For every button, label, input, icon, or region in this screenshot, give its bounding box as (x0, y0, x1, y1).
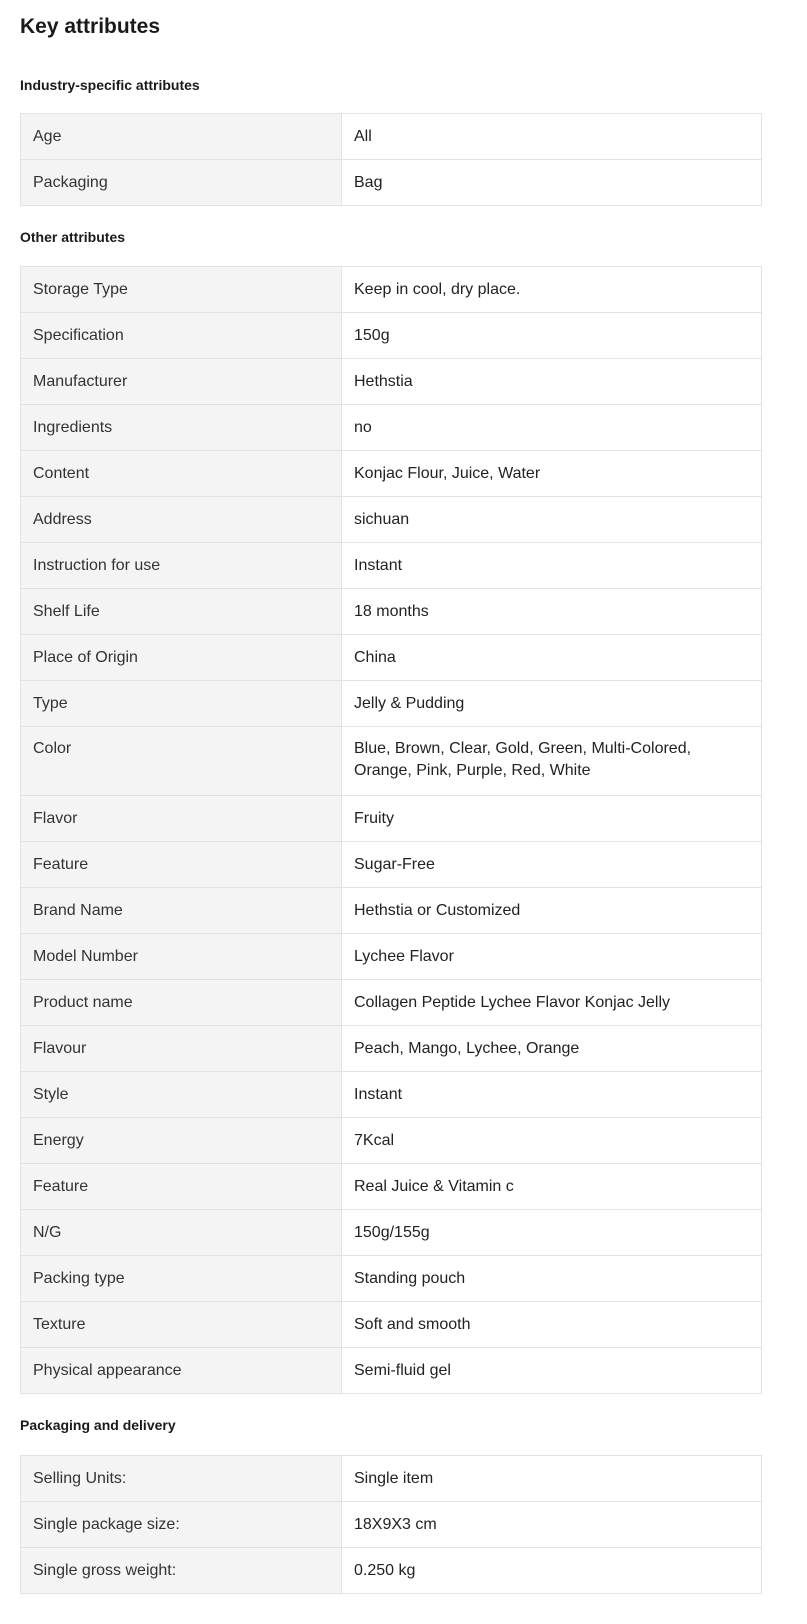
attribute-value: 18 months (342, 589, 762, 635)
attribute-value: Soft and smooth (342, 1302, 762, 1348)
attribute-value: Sugar-Free (342, 842, 762, 888)
attribute-row (21, 589, 762, 635)
attribute-value: Lychee Flavor (342, 934, 762, 980)
attribute-key: Address (21, 497, 342, 543)
attribute-value: 18X9X3 cm (342, 1502, 762, 1548)
attribute-key: Manufacturer (21, 359, 342, 405)
attribute-row (21, 114, 762, 160)
attribute-key: Content (21, 451, 342, 497)
attribute-row (21, 842, 762, 888)
attribute-value: Bag (342, 160, 762, 206)
attribute-key: Brand Name (21, 888, 342, 934)
attribute-key: Product name (21, 980, 342, 1026)
attribute-row (21, 1164, 762, 1210)
attribute-row (21, 160, 762, 206)
attribute-row (21, 543, 762, 589)
attribute-row (21, 1026, 762, 1072)
attribute-value: 7Kcal (342, 1118, 762, 1164)
attribute-row (21, 1348, 762, 1394)
other-attributes-table (20, 266, 762, 1394)
attribute-value: Semi-fluid gel (342, 1348, 762, 1394)
attribute-key: Shelf Life (21, 589, 342, 635)
page-title: Key attributes (20, 15, 161, 38)
attribute-key: Texture (21, 1302, 342, 1348)
attribute-value: Jelly & Pudding (342, 681, 762, 727)
attribute-value: Konjac Flour, Juice, Water (342, 451, 762, 497)
attribute-key: Single gross weight: (21, 1548, 342, 1594)
attribute-row (21, 681, 762, 727)
attribute-value: Real Juice & Vitamin c (342, 1164, 762, 1210)
attribute-key: Feature (21, 1164, 342, 1210)
attribute-row (21, 1302, 762, 1348)
attribute-value: Fruity (342, 796, 762, 842)
attribute-key: Instruction for use (21, 543, 342, 589)
attribute-row (21, 267, 762, 313)
section-title-packaging: Packaging and delivery (20, 1417, 176, 1433)
attribute-row (21, 1072, 762, 1118)
attribute-key: Specification (21, 313, 342, 359)
attribute-key: Flavor (21, 796, 342, 842)
attribute-row (21, 313, 762, 359)
attribute-value: Hethstia (342, 359, 762, 405)
attribute-value: Peach, Mango, Lychee, Orange (342, 1026, 762, 1072)
attribute-value: Keep in cool, dry place. (342, 267, 762, 313)
attribute-value: Hethstia or Customized (342, 888, 762, 934)
attribute-row (21, 1210, 762, 1256)
attribute-row (21, 1456, 762, 1502)
section-title-other: Other attributes (20, 229, 126, 245)
attribute-value: 150g (342, 313, 762, 359)
attribute-row (21, 1548, 762, 1594)
attribute-value: Collagen Peptide Lychee Flavor Konjac Jelly (342, 980, 762, 1026)
attribute-value: 150g/155g (342, 1210, 762, 1256)
attribute-key: Feature (21, 842, 342, 888)
industry-attributes-table (20, 113, 762, 206)
attribute-row (21, 934, 762, 980)
attribute-row (21, 727, 762, 796)
attribute-key: Age (21, 114, 342, 160)
attribute-key: Flavour (21, 1026, 342, 1072)
attribute-value: Blue, Brown, Clear, Gold, Green, Multi-Colored, Orange, Pink, Purple, Red, White (342, 727, 762, 796)
attribute-row (21, 1256, 762, 1302)
attribute-key: Type (21, 681, 342, 727)
attribute-value: Standing pouch (342, 1256, 762, 1302)
attribute-row (21, 980, 762, 1026)
attribute-key: Selling Units: (21, 1456, 342, 1502)
attribute-key: Color (21, 727, 342, 796)
attribute-row (21, 888, 762, 934)
attribute-value: sichuan (342, 497, 762, 543)
attribute-value: Single item (342, 1456, 762, 1502)
section-title-industry: Industry-specific attributes (20, 77, 200, 93)
attribute-row (21, 1502, 762, 1548)
attribute-key: Physical appearance (21, 1348, 342, 1394)
attribute-value: no (342, 405, 762, 451)
attribute-key: Storage Type (21, 267, 342, 313)
attribute-key: Packing type (21, 1256, 342, 1302)
attribute-key: N/G (21, 1210, 342, 1256)
attribute-row (21, 635, 762, 681)
attribute-value: China (342, 635, 762, 681)
attribute-value: Instant (342, 543, 762, 589)
attribute-value: Instant (342, 1072, 762, 1118)
attribute-key: Style (21, 1072, 342, 1118)
attribute-key: Ingredients (21, 405, 342, 451)
attribute-key: Energy (21, 1118, 342, 1164)
attribute-key: Packaging (21, 160, 342, 206)
attribute-value: 0.250 kg (342, 1548, 762, 1594)
attribute-key: Model Number (21, 934, 342, 980)
attribute-row (21, 497, 762, 543)
attribute-row (21, 1118, 762, 1164)
attribute-row (21, 451, 762, 497)
attribute-key: Single package size: (21, 1502, 342, 1548)
attribute-key: Place of Origin (21, 635, 342, 681)
attribute-row (21, 796, 762, 842)
attribute-value: All (342, 114, 762, 160)
packaging-delivery-table (20, 1455, 762, 1594)
attribute-row (21, 405, 762, 451)
attribute-row (21, 359, 762, 405)
